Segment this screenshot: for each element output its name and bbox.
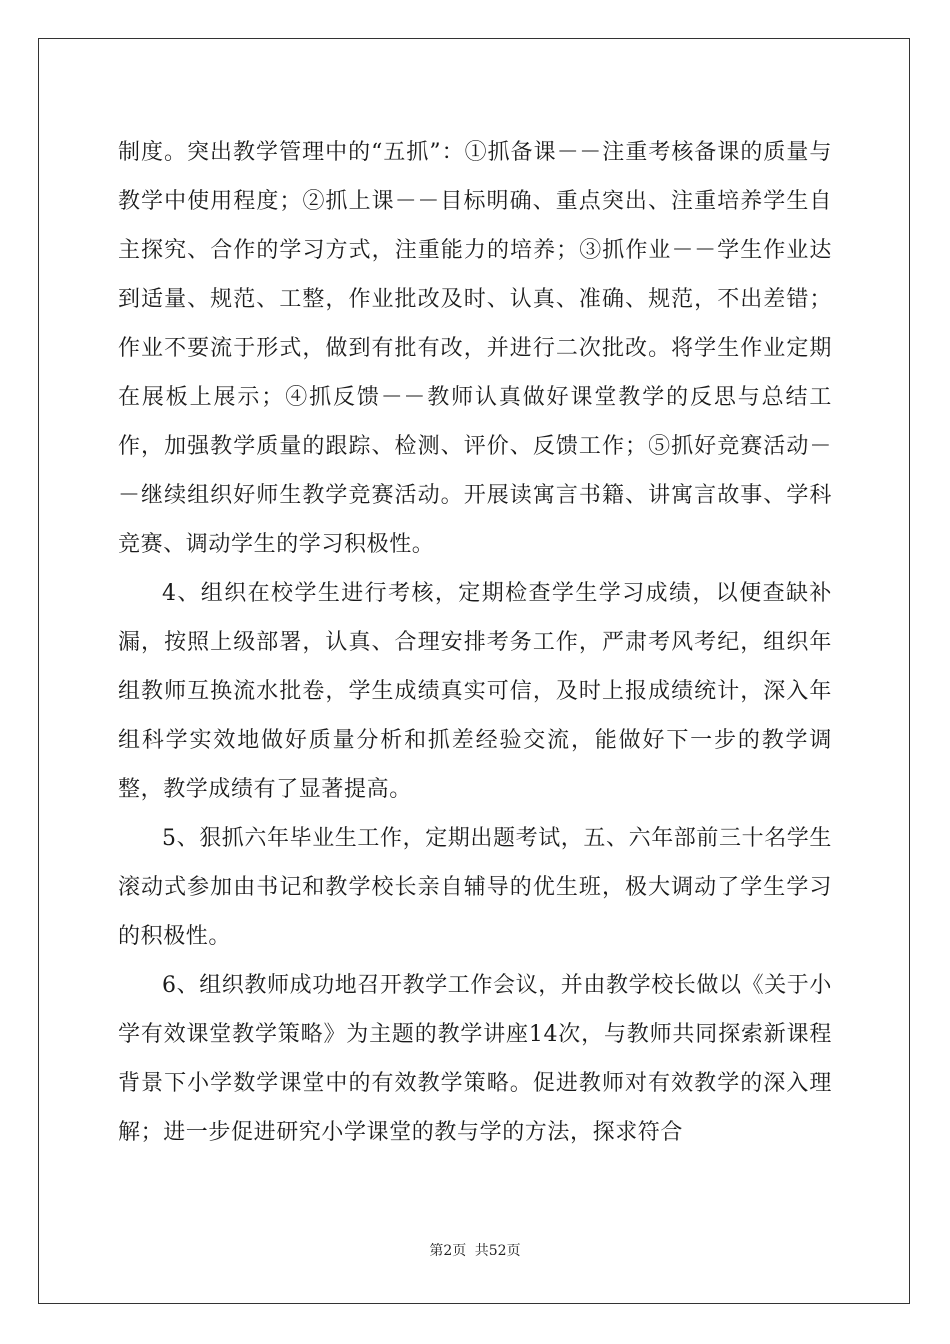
document-body — [118, 128, 832, 1157]
page-number: 第2页 — [429, 1243, 467, 1259]
page-footer — [0, 1240, 950, 1260]
paragraph-3: 5、狠抓六年毕业生工作，定期出题考试，五、六年部前三十名学生滚动式参加由书记和教学校长亲自辅导的优生班，极大调动了学生学习的积极性。 — [118, 826, 832, 949]
paragraph-1: 制度。突出教学管理中的“五抓”：①抓备课－－注重考核备课的质量与教学中使用程度；②抓上课－－目标明确、重点突出、注重培养学生自主探究、合作的学习方式，注重能力的培养；③抓作业－－学生作业达到适量、规范、工整，作业批改及时、认真、准确、规范，不出差错；作业不要流于形式，做到有批有改，并进行二次批改。将学生作业定期在展板上展示；④抓反馈－－教师认真做好课堂教学的反思与总结工作，加强教学质量的跟踪、检测、评价、反馈工作；⑤抓好竞赛活动－－继续组织好师生教学竞赛活动。开展读寓言书籍、讲寓言故事、学科竞赛、调动学生的学习积极性。 — [118, 140, 832, 557]
paragraph-4: 6、组织教师成功地召开教学工作会议，并由教学校长做以《关于小学有效课堂教学策略》为主题的教学讲座14次，与教师共同探索新课程背景下小学数学课堂中的有效教学策略。促进教师对有效教学的深入理解；进一步促进研究小学课堂的教与学的方法，探求符合 — [118, 973, 832, 1145]
total-pages: 共52页 — [474, 1243, 521, 1259]
paragraph-2: 4、组织在校学生进行考核，定期检查学生学习成绩，以便查缺补漏，按照上级部署，认真、合理安排考务工作，严肃考风考纪，组织年组教师互换流水批卷，学生成绩真实可信，及时上报成绩统计，深入年组科学实效地做好质量分析和抓差经验交流，能做好下一步的教学调整，教学成绩有了显著提高。 — [118, 581, 832, 802]
